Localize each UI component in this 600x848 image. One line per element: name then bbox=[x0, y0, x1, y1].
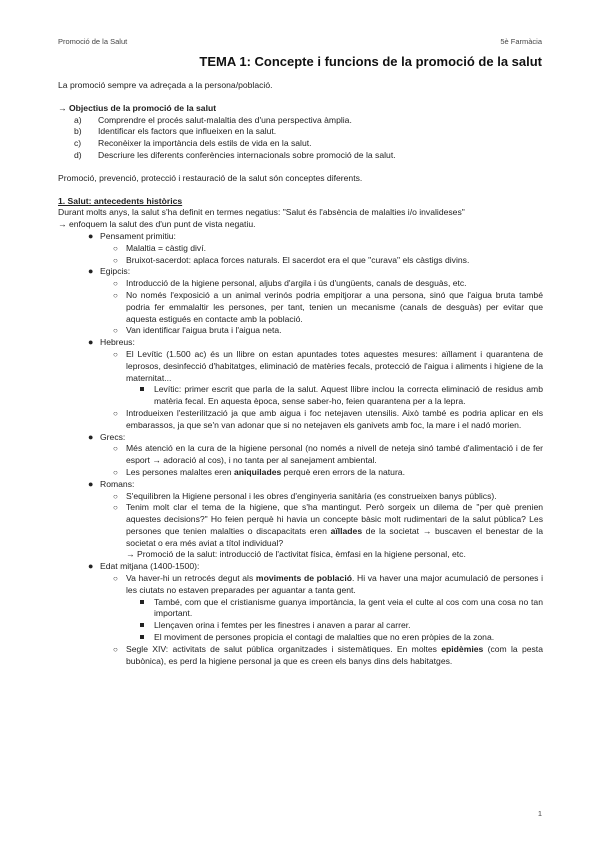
objective-text: Comprendre el procés salut-malaltia des d'una perspectiva àmplia. bbox=[98, 114, 352, 125]
sub-item-text: Més atenció en la cura de la higiene personal (no només a nivell de neteja sinó també d'alimentació i de fer esport → adoració al cos), i no tanta per al sanejament ambiental. bbox=[126, 443, 543, 466]
page-title: TEMA 1: Concepte i funcions de la promoció de la salut bbox=[199, 54, 542, 69]
sub-item-text-pre: Les persones malaltes eren bbox=[126, 466, 234, 477]
objective-marker: c) bbox=[74, 138, 82, 149]
objective-text: Descriure les diferents conferències internacionals sobre promoció de la salut. bbox=[98, 149, 396, 160]
sub-item bbox=[100, 290, 543, 325]
sub-item-emphasis: moviments de població bbox=[255, 573, 352, 584]
nested-item bbox=[126, 620, 543, 632]
sub-item-text: Van identificar l'aigua bruta i l'aigua neta. bbox=[126, 325, 282, 336]
sub-item-text-post: . Hi va haver una major acumulació de persones i les ciutats no estaven preparades per aguantar a tanta gent. bbox=[126, 573, 543, 595]
sub-item-text: Bruixot-sacerdot: aplaca forces naturals. El sacerdot era el que "curava" els càstigs divins. bbox=[126, 254, 470, 265]
nested-item bbox=[126, 384, 543, 408]
sub-item-text: No només l'exposició a un animal verinós podria empitjorar a una persona, sinó que l'aigua bruta també podria fer emmalaltir les persones, per tant, tenien un mecanisme (canals de desguàs) per evitar que aquesta estigués en contacte amb la població. bbox=[126, 289, 543, 324]
circle-bullet-icon: ○ bbox=[113, 644, 118, 654]
square-bullet-icon bbox=[140, 635, 144, 639]
section-intro-arrow: → enfoquem la salut des d'un punt de vista negatiu. bbox=[58, 219, 256, 230]
section-heading: 1. Salut: antecedents històrics bbox=[58, 195, 183, 206]
romans-note: → Promoció de la salut: introducció de l'activitat física, èmfasi en la higiene personal, etc. bbox=[126, 549, 466, 560]
history-item-hebreus bbox=[58, 337, 543, 431]
sub-item bbox=[100, 491, 543, 503]
history-item-grecs bbox=[58, 432, 543, 479]
sub-item bbox=[100, 644, 543, 668]
document-body bbox=[58, 80, 543, 667]
sub-item-text-post: de la societat → buscaven el benestar de la societat o era més aviat a títol individual? bbox=[126, 525, 543, 548]
objective-marker: b) bbox=[74, 126, 82, 137]
circle-bullet-icon: ○ bbox=[113, 491, 118, 501]
objective-item bbox=[58, 126, 543, 138]
square-bullet-icon bbox=[140, 387, 144, 391]
sub-item-text: Introducció de la higiene personal, aljubs d'argila i ús d'ungüents, canals de desguàs, etc. bbox=[126, 278, 467, 289]
history-label: Egipcis: bbox=[100, 266, 131, 277]
sub-item-emphasis: aniquilades bbox=[233, 466, 282, 477]
sub-item bbox=[100, 467, 543, 479]
nested-item-text: Llençaven orina i femtes per les finestres i anaven a parar al carrer. bbox=[154, 620, 411, 631]
history-item-pensament bbox=[58, 231, 543, 266]
circle-bullet-icon: ○ bbox=[113, 349, 118, 359]
sub-item-emphasis: aïllades bbox=[330, 525, 363, 536]
sub-item bbox=[100, 243, 543, 255]
sub-item bbox=[100, 278, 543, 290]
nested-item-text: El moviment de persones propicia el contagi de malalties que no eren pròpies de la zona. bbox=[154, 632, 495, 643]
history-label: Hebreus: bbox=[100, 337, 135, 348]
sub-item bbox=[100, 325, 543, 337]
sub-item bbox=[100, 573, 543, 644]
header-left: Promoció de la Salut bbox=[58, 37, 128, 46]
objective-item bbox=[58, 150, 543, 162]
sub-item bbox=[100, 349, 543, 408]
bullet-icon: ● bbox=[88, 478, 94, 489]
sub-item bbox=[100, 408, 543, 432]
sub-item-emphasis: epidèmies bbox=[441, 643, 484, 654]
objective-text: Reconèixer la importància dels estils de vida en la salut. bbox=[98, 138, 312, 149]
history-item-egipcis bbox=[58, 266, 543, 337]
page-number: 1 bbox=[537, 809, 542, 818]
objective-marker: a) bbox=[74, 114, 82, 125]
sub-item-text-pre: Tenim molt clar el tema de la higiene, que s'ha mantingut. Però sorgeix un dilema de "per què prenien aquestes decisions?" Ho feien perquè hi havia un concepte bàsic molt rudimentari de la salut pública? Les persones que tenien malalties o discapacitats eren bbox=[126, 502, 543, 536]
sub-item bbox=[100, 502, 543, 549]
bullet-icon: ● bbox=[88, 337, 94, 348]
square-bullet-icon bbox=[140, 600, 144, 604]
sub-item-text: Introdueixen l'esterilització ja que amb aigua i foc netejaven utensilis. Això també es podria aplicar en els embarassos, ja que se'n van adonar que si no netejaven els ganivets amb foc, la mare i el nadó morien. bbox=[126, 407, 543, 430]
circle-bullet-icon: ○ bbox=[113, 326, 118, 336]
circle-bullet-icon: ○ bbox=[113, 574, 118, 584]
objectives-heading: → Objectius de la promoció de la salut bbox=[58, 102, 217, 113]
circle-bullet-icon: ○ bbox=[113, 408, 118, 418]
circle-bullet-icon: ○ bbox=[113, 279, 118, 289]
sub-item bbox=[100, 255, 543, 267]
history-item-edat-mitjana bbox=[58, 561, 543, 667]
nested-item bbox=[126, 632, 543, 644]
history-item-romans bbox=[58, 479, 543, 562]
bullet-icon: ● bbox=[88, 266, 94, 277]
sub-item-text-post: (com la pesta bubònica), es perd la higiene personal ja que es creen els banys dins dels habitatges. bbox=[126, 643, 543, 666]
history-label: Grecs: bbox=[100, 431, 126, 442]
sub-item-text: El Levític (1.500 ac) és un llibre on estan apuntades totes aquestes mesures: aïllament i quarantena de leprosos, desinfecció d'habitatges, eliminació de matèries fecals, protecció de l'aigua i aliments i higiene de la maternitat... bbox=[126, 348, 543, 383]
nested-item-text: Levític: primer escrit que parla de la salut. Aquest llibre inclou la correcta eliminació de residus amb matèria fecal. En aquesta època, sense saber-ho, feien quarantena per a la lepra. bbox=[154, 384, 543, 407]
circle-bullet-icon: ○ bbox=[113, 290, 118, 300]
sub-item-text-pre: Segle XIV: activitats de salut pública organitzades i sistemàtiques. En moltes bbox=[126, 643, 442, 654]
nested-item bbox=[126, 597, 543, 621]
history-list bbox=[58, 231, 543, 667]
circle-bullet-icon: ○ bbox=[113, 255, 118, 265]
sub-item-text-post: perquè eren errors de la natura. bbox=[281, 466, 405, 477]
objective-text: Identificar els factors que influeixen en la salut. bbox=[98, 126, 277, 137]
history-label: Pensament primitiu: bbox=[100, 230, 176, 241]
sub-item-text: Malaltia = càstig diví. bbox=[126, 242, 207, 253]
history-label: Edat mitjana (1400-1500): bbox=[100, 561, 200, 572]
header-right: 5è Farmàcia bbox=[500, 37, 542, 46]
objective-marker: d) bbox=[74, 149, 82, 160]
circle-bullet-icon: ○ bbox=[113, 243, 118, 253]
history-label: Romans: bbox=[100, 478, 135, 489]
circle-bullet-icon: ○ bbox=[113, 467, 118, 477]
circle-bullet-icon: ○ bbox=[113, 503, 118, 513]
objective-item bbox=[58, 138, 543, 150]
bullet-icon: ● bbox=[88, 431, 94, 442]
sub-item bbox=[100, 443, 543, 467]
section-intro: Durant molts anys, la salut s'ha definit en termes negatius: "Salut és l'absència de malalties i/o invalideses" bbox=[58, 207, 465, 218]
square-bullet-icon bbox=[140, 623, 144, 627]
objective-item bbox=[58, 115, 543, 127]
objectives-list bbox=[58, 115, 543, 162]
bullet-icon: ● bbox=[88, 230, 94, 241]
sub-item-text: S'equilibren la Higiene personal i les obres d'enginyeria sanitària (es construeixen banys públics). bbox=[126, 490, 497, 501]
concepts-paragraph: Promoció, prevenció, protecció i restauració de la salut són conceptes diferents. bbox=[58, 172, 363, 183]
bullet-icon: ● bbox=[88, 561, 94, 572]
circle-bullet-icon: ○ bbox=[113, 444, 118, 454]
intro-paragraph: La promoció sempre va adreçada a la persona/població. bbox=[58, 80, 273, 90]
nested-item-text: També, com que el cristianisme guanya importància, la gent veia el culte al cos com una cosa no tan important. bbox=[154, 596, 543, 619]
sub-item-text-pre: Va haver-hi un retrocés degut als bbox=[126, 573, 256, 584]
